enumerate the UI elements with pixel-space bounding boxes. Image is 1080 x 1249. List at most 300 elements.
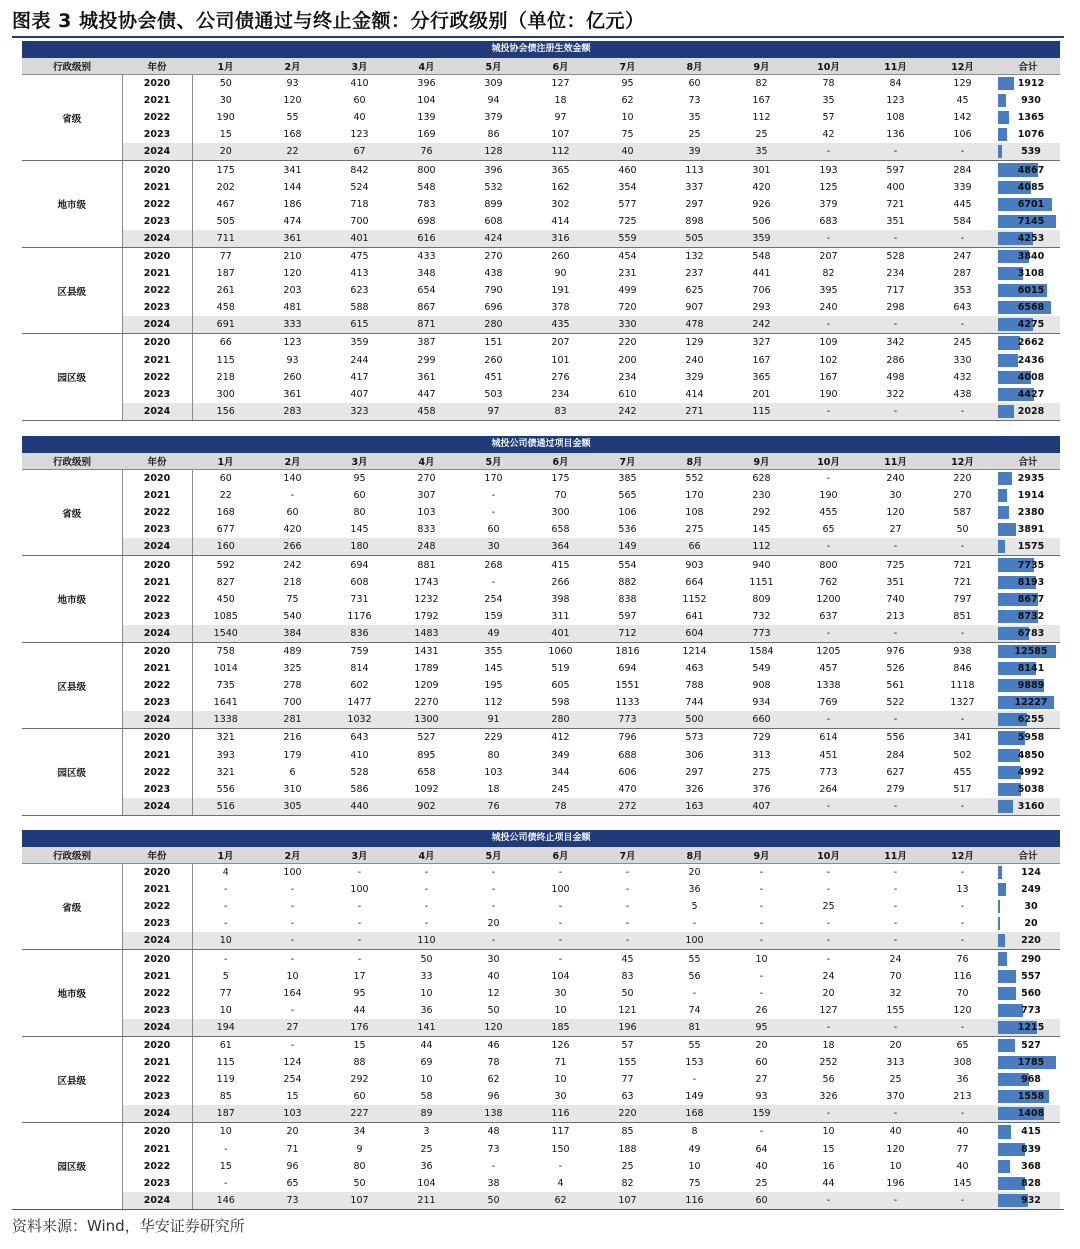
year-cell: 2024 (122, 143, 192, 161)
table-row (22, 538, 1060, 556)
month-cell: 307 (417, 490, 436, 502)
month-cell: - (759, 987, 764, 999)
total-value: 539 (1021, 146, 1041, 158)
month-cell: - (929, 625, 996, 643)
month-cell: 56 (822, 1074, 835, 1086)
table-row (22, 403, 1060, 421)
year-cell: 2023 (122, 1175, 192, 1192)
month-cell: 934 (752, 697, 771, 709)
total-value: 4427 (1017, 388, 1045, 400)
month-cell: 1176 (347, 610, 372, 622)
total-value: 1408 (1017, 1108, 1045, 1120)
month-cell: 216 (283, 732, 302, 744)
column-header: 4月 (393, 58, 460, 75)
total-value: 3160 (1017, 800, 1045, 812)
month-cell: - (357, 918, 362, 930)
month-cell: - (491, 507, 496, 519)
month-cell: 744 (685, 697, 704, 709)
year-cell: 2021 (122, 747, 192, 764)
month-cell: 881 (417, 559, 436, 571)
month-cell: 74 (688, 1004, 701, 1016)
month-cell: - (759, 884, 764, 896)
month-cell: 30 (460, 538, 527, 556)
month-cell: 417 (350, 371, 369, 383)
month-cell: 73 (487, 1143, 500, 1155)
total-cell (996, 179, 1060, 196)
month-cell: 15 (219, 1160, 232, 1172)
month-cell: 155 (618, 1057, 637, 1069)
month-cell: 49 (460, 625, 527, 643)
table-row (22, 143, 1060, 161)
month-cell: - (960, 918, 965, 930)
month-cell: 586 (350, 783, 369, 795)
month-cell: 82 (755, 78, 768, 90)
total-cell (996, 92, 1060, 109)
month-cell: - (929, 1192, 996, 1210)
month-cell: - (491, 901, 496, 913)
month-cell: 316 (527, 230, 594, 248)
year-cell: 2024 (122, 932, 192, 950)
month-cell: 502 (953, 749, 972, 761)
month-cell: 712 (594, 625, 661, 643)
column-header: 11月 (862, 58, 929, 75)
month-cell: 71 (286, 1143, 299, 1155)
month-cell: 27 (755, 1074, 768, 1086)
month-cell: 44 (420, 1039, 433, 1051)
month-cell: 80 (353, 1160, 366, 1172)
month-cell: 218 (283, 576, 302, 588)
table-row (22, 881, 1060, 898)
column-header: 11月 (862, 453, 929, 470)
year-cell: 2022 (122, 504, 192, 521)
month-cell: 50 (956, 524, 969, 536)
month-cell: 218 (216, 371, 235, 383)
table-row (22, 1071, 1060, 1088)
year-cell: 2023 (122, 694, 192, 711)
month-cell: 827 (216, 576, 235, 588)
month-cell: 592 (216, 559, 235, 571)
month-cell: 1209 (414, 680, 439, 692)
month-cell: 605 (551, 680, 570, 692)
year-cell: 2022 (122, 109, 192, 126)
month-cell: 252 (819, 1057, 838, 1069)
total-value: 6568 (1017, 302, 1045, 314)
year-cell: 2021 (122, 574, 192, 591)
month-cell: 77 (219, 250, 232, 262)
month-cell: 721 (953, 576, 972, 588)
month-cell: - (795, 625, 862, 643)
month-cell: - (862, 403, 929, 421)
table-row (22, 1123, 1060, 1141)
month-cell: 126 (551, 1039, 570, 1051)
month-cell: 1338 (816, 680, 841, 692)
table-row (22, 747, 1060, 764)
year-cell: 2024 (122, 316, 192, 334)
total-value: 560 (1021, 987, 1041, 999)
month-cell: 86 (487, 129, 500, 141)
month-cell: 323 (326, 403, 393, 421)
month-cell: 71 (554, 1057, 567, 1069)
month-cell: 151 (484, 337, 503, 349)
month-cell: 160 (192, 538, 259, 556)
month-cell: 410 (350, 78, 369, 90)
total-cell (996, 143, 1060, 161)
month-cell: 407 (728, 798, 795, 816)
month-cell: 75 (688, 1177, 701, 1189)
month-cell: - (224, 1143, 228, 1155)
level-cell: 地市级 (22, 161, 122, 247)
month-cell: 528 (886, 250, 905, 262)
column-header: 合计 (996, 847, 1060, 864)
month-cell: 100 (350, 884, 369, 896)
total-cell (996, 196, 1060, 213)
month-cell: 1641 (213, 697, 238, 709)
month-cell: 93 (286, 354, 299, 366)
total-cell (996, 316, 1060, 334)
month-cell: 97 (460, 403, 527, 421)
month-cell: 25 (688, 129, 701, 141)
month-cell: 800 (819, 559, 838, 571)
column-header: 2月 (259, 453, 326, 470)
month-cell: - (728, 932, 795, 950)
column-header: 2月 (259, 58, 326, 75)
month-cell: 110 (393, 932, 460, 950)
month-cell: 220 (953, 473, 972, 485)
month-cell: 559 (594, 230, 661, 248)
month-cell: 907 (685, 302, 704, 314)
month-cell: 107 (551, 129, 570, 141)
month-cell: 759 (350, 645, 369, 657)
month-cell: 100 (661, 932, 728, 950)
month-cell: 616 (393, 230, 460, 248)
table-row (22, 1002, 1060, 1019)
month-cell: 460 (618, 164, 637, 176)
total-value: 557 (1021, 970, 1041, 982)
month-cell: - (893, 918, 898, 930)
month-cell: - (625, 901, 630, 913)
month-cell: 281 (259, 711, 326, 729)
month-cell: 658 (417, 766, 436, 778)
month-cell: - (929, 1019, 996, 1037)
month-cell: 190 (819, 490, 838, 502)
month-cell: 797 (953, 593, 972, 605)
month-cell: 108 (685, 507, 704, 519)
month-cell: 107 (326, 1192, 393, 1210)
month-cell: - (826, 884, 831, 896)
year-cell: 2021 (122, 1054, 192, 1071)
month-cell: 22 (219, 490, 232, 502)
month-cell: 75 (621, 129, 634, 141)
month-cell: 120 (283, 268, 302, 280)
month-cell: - (290, 918, 295, 930)
month-cell: 628 (752, 473, 771, 485)
month-cell: 846 (953, 663, 972, 675)
month-cell: 283 (259, 403, 326, 421)
month-cell: 76 (460, 798, 527, 816)
table-row (22, 109, 1060, 126)
year-cell: 2023 (122, 126, 192, 143)
month-cell: - (929, 538, 996, 556)
total-value: 4867 (1017, 164, 1045, 176)
month-cell: 938 (953, 645, 972, 657)
total-cell (996, 591, 1060, 608)
level-cell: 省级 (22, 864, 122, 950)
month-cell: 287 (953, 268, 972, 280)
month-cell: 565 (618, 490, 637, 502)
month-cell: - (224, 953, 228, 965)
month-cell: - (893, 901, 898, 913)
month-cell: 688 (618, 749, 637, 761)
month-cell: 145 (953, 1177, 972, 1189)
month-cell: 451 (819, 749, 838, 761)
month-cell: 106 (953, 129, 972, 141)
month-cell: - (759, 970, 764, 982)
month-cell: 1152 (682, 593, 707, 605)
month-cell: 696 (484, 302, 503, 314)
month-cell: - (862, 316, 929, 334)
month-cell: 597 (618, 610, 637, 622)
month-cell: 608 (484, 215, 503, 227)
month-cell: 384 (259, 625, 326, 643)
month-cell: 62 (527, 1192, 594, 1210)
month-cell: 55 (688, 1039, 701, 1051)
month-cell: 587 (953, 507, 972, 519)
month-cell: 149 (685, 1091, 704, 1103)
title-rule (12, 36, 1064, 38)
month-cell: - (826, 953, 831, 965)
month-cell: - (929, 1105, 996, 1123)
month-cell: 330 (594, 316, 661, 334)
total-value: 6255 (1017, 714, 1045, 726)
month-cell: 34 (353, 1126, 366, 1138)
month-cell: 284 (886, 749, 905, 761)
year-cell: 2021 (122, 487, 192, 504)
month-cell: 561 (886, 680, 905, 692)
month-cell: 527 (417, 732, 436, 744)
month-cell: 113 (685, 164, 704, 176)
month-cell: 132 (685, 250, 704, 262)
column-header: 3月 (326, 453, 393, 470)
month-cell: 280 (527, 711, 594, 729)
year-cell: 2023 (122, 915, 192, 932)
column-header: 8月 (661, 847, 728, 864)
total-cell (996, 282, 1060, 299)
month-cell: - (290, 884, 295, 896)
year-cell: 2021 (122, 352, 192, 369)
month-cell: 62 (487, 1074, 500, 1086)
month-cell: - (290, 901, 295, 913)
total-cell (996, 213, 1060, 230)
month-cell: - (795, 538, 862, 556)
month-cell: - (692, 1074, 697, 1086)
table-row (22, 230, 1060, 248)
month-cell: 46 (487, 1039, 500, 1051)
table-row (22, 1088, 1060, 1105)
month-cell: - (929, 143, 996, 161)
year-cell: 2024 (122, 230, 192, 248)
month-cell: 370 (886, 1091, 905, 1103)
month-cell: 458 (393, 403, 460, 421)
table-row (22, 660, 1060, 677)
month-cell: - (625, 918, 630, 930)
month-cell: 660 (728, 711, 795, 729)
month-cell: 310 (283, 783, 302, 795)
month-cell: 627 (886, 766, 905, 778)
table-row (22, 915, 1060, 932)
month-cell: 637 (819, 610, 838, 622)
month-cell: 117 (551, 1126, 570, 1138)
table-approved (22, 436, 1060, 816)
month-cell: - (491, 490, 496, 502)
level-cell: 区县级 (22, 642, 122, 728)
year-cell: 2020 (122, 161, 192, 179)
month-cell: 420 (283, 524, 302, 536)
month-cell: 260 (283, 371, 302, 383)
month-cell: 440 (326, 798, 393, 816)
month-cell: 159 (728, 1105, 795, 1123)
month-cell: 270 (417, 473, 436, 485)
month-cell: 112 (484, 697, 503, 709)
month-cell: 499 (618, 285, 637, 297)
month-cell: 60 (219, 473, 232, 485)
month-cell: - (759, 901, 764, 913)
column-header: 7月 (594, 453, 661, 470)
month-cell: 412 (551, 732, 570, 744)
month-cell: 155 (886, 1004, 905, 1016)
month-cell: 313 (752, 749, 771, 761)
month-cell: 769 (819, 697, 838, 709)
year-cell: 2020 (122, 334, 192, 352)
month-cell: 128 (460, 143, 527, 161)
month-cell: - (960, 867, 965, 879)
month-cell: 237 (685, 268, 704, 280)
column-header: 5月 (460, 58, 527, 75)
table-row (22, 1192, 1060, 1210)
month-cell: 341 (953, 732, 972, 744)
total-value: 1558 (1017, 1091, 1045, 1103)
month-cell: - (795, 143, 862, 161)
month-cell: - (795, 711, 862, 729)
table-row (22, 126, 1060, 143)
month-cell: 1327 (950, 697, 975, 709)
total-cell (996, 1105, 1060, 1123)
month-cell: 309 (484, 78, 503, 90)
month-cell: 298 (886, 302, 905, 314)
month-cell: 168 (283, 129, 302, 141)
month-cell: 193 (819, 164, 838, 176)
month-cell: 325 (283, 663, 302, 675)
month-cell: 348 (417, 268, 436, 280)
total-value: 1575 (1017, 541, 1045, 553)
month-cell: 276 (551, 371, 570, 383)
month-cell: 424 (460, 230, 527, 248)
month-cell: 40 (889, 1126, 902, 1138)
month-cell: 169 (417, 129, 436, 141)
month-cell: 50 (621, 987, 634, 999)
month-cell: - (795, 316, 862, 334)
month-cell: 112 (527, 143, 594, 161)
month-cell: 254 (283, 1074, 302, 1086)
month-cell: 1060 (548, 645, 573, 657)
year-cell: 2021 (122, 660, 192, 677)
month-cell: 711 (192, 230, 259, 248)
month-cell: 2270 (414, 697, 439, 709)
total-cell (996, 386, 1060, 403)
month-cell: 457 (819, 663, 838, 675)
month-cell: 279 (886, 783, 905, 795)
month-cell: 60 (353, 490, 366, 502)
month-cell: - (929, 403, 996, 421)
month-cell: 556 (886, 732, 905, 744)
month-cell: 25 (889, 1074, 902, 1086)
month-cell: 24 (822, 970, 835, 982)
total-value: 4850 (1017, 749, 1045, 761)
month-cell: 475 (350, 250, 369, 262)
total-value: 4085 (1017, 181, 1045, 193)
month-cell: 95 (728, 1019, 795, 1037)
month-cell: 156 (192, 403, 259, 421)
year-cell: 2024 (122, 711, 192, 729)
month-cell: 39 (661, 143, 728, 161)
month-cell: 378 (551, 302, 570, 314)
month-cell: - (759, 867, 764, 879)
column-header: 行政级别 (22, 847, 122, 864)
month-cell: 115 (216, 354, 235, 366)
month-cell: 450 (216, 593, 235, 605)
month-cell: 602 (350, 680, 369, 692)
month-cell: 139 (417, 112, 436, 124)
month-cell: 213 (886, 610, 905, 622)
month-cell: 522 (886, 697, 905, 709)
month-cell: - (862, 711, 929, 729)
month-cell: 60 (487, 524, 500, 536)
month-cell: 61 (219, 1039, 232, 1051)
table-row (22, 504, 1060, 521)
total-cell (996, 109, 1060, 126)
column-header: 12月 (929, 847, 996, 864)
month-cell: 65 (956, 1039, 969, 1051)
table-row (22, 92, 1060, 109)
total-value: 124 (1021, 867, 1041, 879)
month-cell: 70 (956, 987, 969, 999)
month-cell: 123 (886, 95, 905, 107)
column-header: 9月 (728, 453, 795, 470)
month-cell: 327 (752, 337, 771, 349)
month-cell: 458 (216, 302, 235, 314)
column-header: 10月 (795, 58, 862, 75)
total-value: 968 (1021, 1074, 1041, 1086)
month-cell: 107 (594, 1192, 661, 1210)
month-cell: - (960, 901, 965, 913)
column-header: 2月 (259, 847, 326, 864)
column-header: 7月 (594, 847, 661, 864)
month-cell: - (862, 625, 929, 643)
month-cell: 407 (350, 388, 369, 400)
month-cell: 5 (691, 901, 698, 913)
month-cell: 275 (752, 766, 771, 778)
month-cell: 414 (551, 215, 570, 227)
month-cell: 342 (886, 337, 905, 349)
year-cell: 2022 (122, 591, 192, 608)
month-cell: 104 (417, 1177, 436, 1189)
month-cell: 278 (283, 680, 302, 692)
month-cell: 519 (551, 663, 570, 675)
total-value: 1365 (1017, 112, 1045, 124)
month-cell: 100 (551, 884, 570, 896)
table-row (22, 898, 1060, 915)
month-cell: - (862, 1192, 929, 1210)
month-cell: 364 (527, 538, 594, 556)
